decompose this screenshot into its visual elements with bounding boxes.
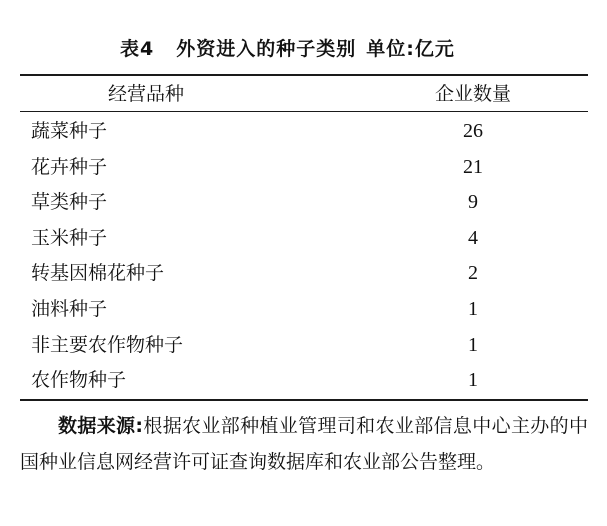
row-variety: 花卉种子 — [31, 155, 108, 178]
top-rule — [20, 74, 588, 76]
table-header — [20, 78, 588, 110]
source-text: 根据农业部种植业管理司和农业部信息中心主办的中国种业信息网经营许可证查询数据库和农业部公告整理。 — [20, 415, 588, 473]
header-variety: 经营品种 — [107, 83, 184, 105]
table-row — [20, 363, 588, 399]
header-count: 企业数量 — [434, 83, 511, 105]
table-row — [20, 256, 588, 292]
row-count: 4 — [468, 226, 478, 249]
row-count: 9 — [468, 191, 478, 214]
row-count: 1 — [468, 297, 478, 320]
table-row — [20, 292, 588, 328]
source-note — [20, 408, 588, 480]
row-count: 1 — [468, 369, 478, 392]
table-caption — [120, 34, 600, 61]
table-unit: 单位:亿元 — [366, 38, 455, 60]
row-variety: 草类种子 — [31, 191, 108, 214]
table-number: 表4 — [120, 38, 155, 60]
bottom-rule — [20, 399, 588, 401]
row-count: 2 — [468, 262, 478, 285]
row-count: 26 — [463, 120, 483, 142]
table-row — [20, 185, 588, 221]
row-count: 1 — [468, 333, 478, 356]
table-title: 外资进入的种子类别 — [176, 38, 357, 60]
source-label: 数据来源: — [58, 415, 143, 437]
table-body — [20, 114, 588, 399]
row-variety: 转基因棉花种子 — [31, 262, 165, 285]
row-variety: 油料种子 — [31, 297, 108, 320]
header-rule — [20, 111, 588, 112]
table-row — [20, 114, 588, 150]
row-variety: 农作物种子 — [31, 369, 127, 392]
row-count: 21 — [463, 155, 483, 178]
row-variety: 非主要农作物种子 — [31, 333, 184, 356]
table-row — [20, 221, 588, 257]
row-variety: 蔬菜种子 — [31, 120, 108, 142]
table-row — [20, 150, 588, 186]
row-variety: 玉米种子 — [31, 226, 108, 249]
table-row — [20, 328, 588, 364]
